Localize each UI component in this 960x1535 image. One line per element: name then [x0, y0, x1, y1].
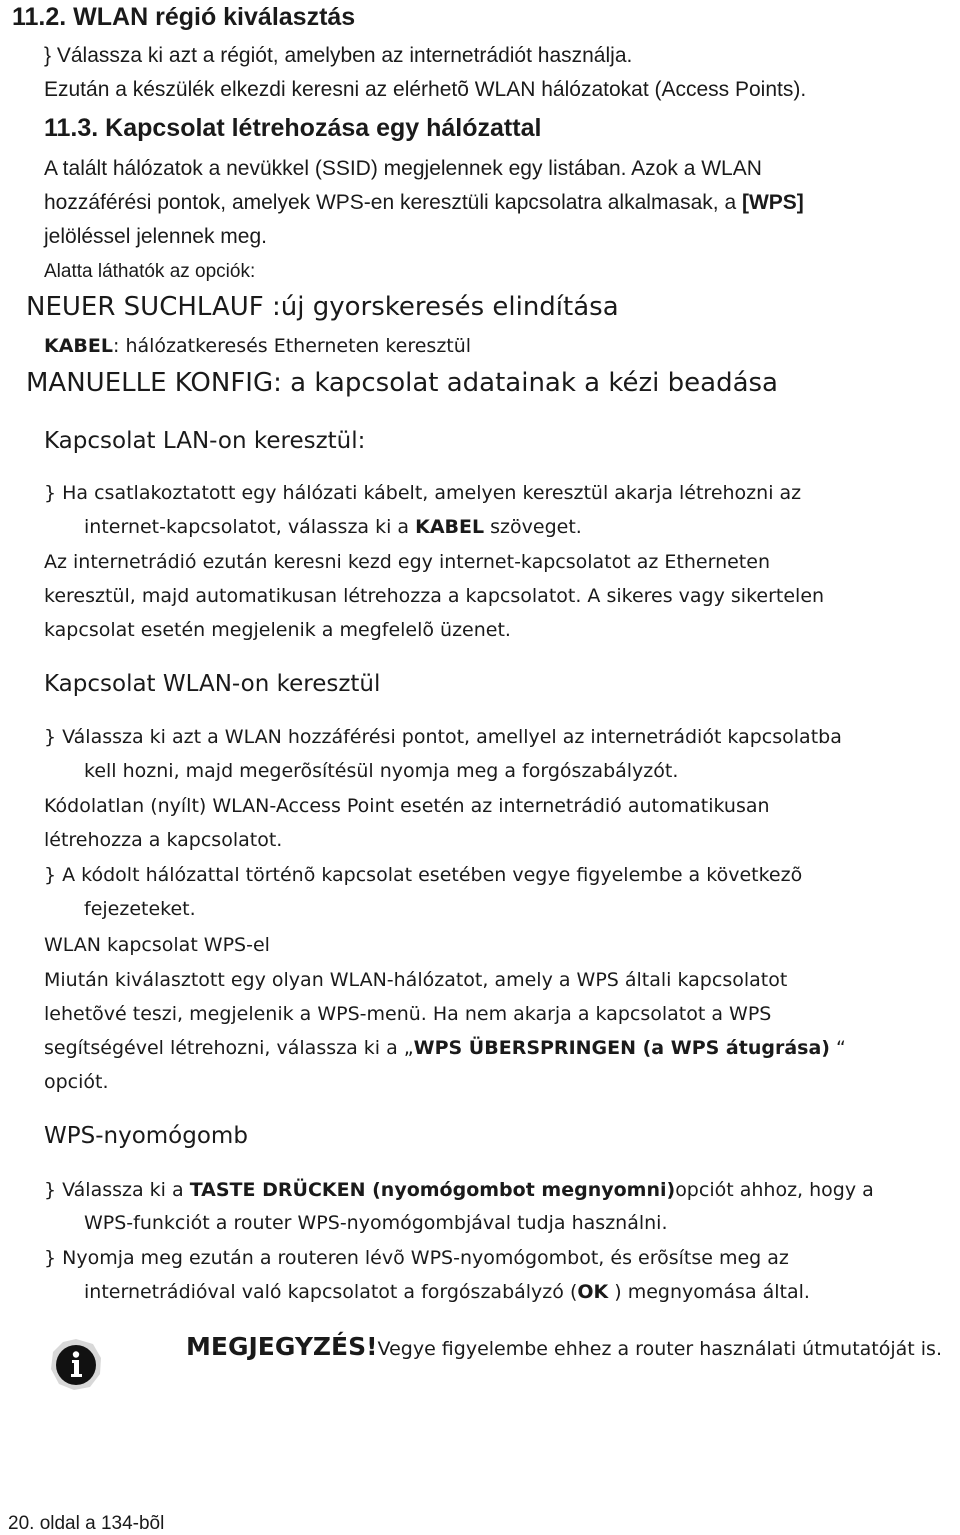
heading-wlan: Kapcsolat WLAN-on keresztül: [44, 671, 381, 697]
option-manuelle-konfig: [26, 370, 778, 396]
option-key: MANUELLE KONFIG: [26, 368, 274, 398]
text-run: hozzáférési pontok, amelyek WPS-en keresztüli kapcsolatra alkalmasak, a: [44, 191, 742, 214]
note-line: [186, 1334, 942, 1359]
section-title-11-3: 11.3. Kapcsolat létrehozása egy hálózattal: [44, 114, 542, 142]
paragraph-line: } Válassza ki azt a WLAN hozzáférési pontot, amellyel az internetrádiót kapcsolatba: [44, 726, 842, 748]
option-desc: : a kapcsolat adatainak a kézi beadása: [273, 368, 778, 398]
text-run: opciót ahhoz, hogy a: [675, 1179, 874, 1201]
info-icon: [48, 1336, 104, 1392]
paragraph-line: Ezután a készülék elkezdi keresni az elérhetõ WLAN hálózatokat (Access Points).: [44, 78, 807, 101]
option-desc: :új gyorskeresés elindítása: [263, 292, 619, 322]
paragraph-line: } Válassza ki azt a régiót, amelyben az internetrádiót használja.: [44, 44, 633, 67]
option-neuer-suchlauf: [26, 294, 619, 320]
paragraph-line: Kódolatlan (nyílt) WLAN-Access Point esetén az internetrádió automatikusan: [44, 795, 770, 817]
paragraph-line: [44, 1181, 874, 1200]
wps-skip-keyword: WPS ÜBERSPRINGEN (a WPS átugrása): [413, 1037, 830, 1059]
section-title-11-2: 11.2. WLAN régió kiválasztás: [12, 3, 356, 31]
paragraph-line: } Ha csatlakoztatott egy hálózati kábelt, amelyen keresztül akarja létrehozni az: [44, 482, 802, 504]
option-kabel: [44, 337, 471, 356]
paragraph-line: [84, 518, 582, 537]
heading-lan: Kapcsolat LAN-on keresztül:: [44, 428, 366, 454]
paragraph-line: kell hozni, majd megerõsítésül nyomja meg a forgószabályzót.: [84, 760, 679, 782]
paragraph-line: kapcsolat esetén megjelenik a megfelelõ üzenet.: [44, 619, 511, 641]
paragraph-line: } A kódolt hálózattal történõ kapcsolat esetében vegye figyelembe a következõ: [44, 864, 803, 886]
text-run: szöveget.: [484, 516, 582, 538]
paragraph-line: jelöléssel jelennek meg.: [44, 225, 267, 248]
paragraph-line: WLAN kapcsolat WPS-el: [44, 934, 270, 956]
paragraph-line: [84, 1283, 810, 1302]
paragraph-line: Miután kiválasztott egy olyan WLAN-hálózatot, amely a WPS általi kapcsolatot: [44, 969, 788, 991]
paragraph-line: keresztül, majd automatikusan létrehozza a kapcsolatot. A sikeres vagy sikertelen: [44, 585, 825, 607]
text-run: internet-kapcsolatot, válassza ki a: [84, 516, 416, 538]
paragraph-line: lehetõvé teszi, megjelenik a WPS-menü. Ha nem akarja a kapcsolatot a WPS: [44, 1003, 772, 1025]
option-key: KABEL: [44, 335, 113, 357]
note-text: Vegye figyelembe ehhez a router használati útmutatóját is.: [377, 1338, 942, 1360]
paragraph-line: A talált hálózatok a nevükkel (SSID) megjelennek egy listában. Azok a WLAN: [44, 157, 762, 180]
option-desc: : hálózatkeresés Etherneten keresztül: [113, 335, 472, 357]
note-label: MEGJEGYZÉS!: [186, 1332, 378, 1361]
text-run: } Válassza ki a: [44, 1179, 190, 1201]
paragraph-line: [44, 1039, 846, 1058]
text-run: segítségével létrehozni, válassza ki a „: [44, 1037, 414, 1059]
ok-keyword: OK: [577, 1281, 609, 1303]
text-run: ) megnyomása által.: [608, 1281, 810, 1303]
paragraph-line: [44, 192, 804, 213]
text-run: “: [829, 1037, 846, 1059]
paragraph-line: létrehozza a kapcsolatot.: [44, 829, 283, 851]
paragraph-line: } Nyomja meg ezután a routeren lévõ WPS-nyomógombot, és erõsítse meg az: [44, 1247, 789, 1269]
wps-marker: [WPS]: [741, 191, 804, 214]
paragraph-line: opciót.: [44, 1071, 109, 1093]
paragraph-line: Alatta láthatók az opciók:: [44, 261, 256, 282]
text-run: internetrádióval való kapcsolatot a forgószabályzó (: [84, 1281, 578, 1303]
paragraph-line: Az internetrádió ezután keresni kezd egy internet-kapcsolatot az Etherneten: [44, 551, 770, 573]
heading-wps: WPS-nyomógomb: [44, 1123, 248, 1149]
kabel-keyword: KABEL: [415, 516, 485, 538]
page-number: 20. oldal a 134-bõl: [8, 1513, 165, 1534]
option-key: NEUER SUCHLAUF: [26, 292, 264, 322]
paragraph-line: WPS-funkciót a router WPS-nyomógombjával tudja használni.: [84, 1212, 668, 1234]
taste-keyword: TASTE DRÜCKEN (nyomógombot megnyomni): [189, 1179, 676, 1201]
paragraph-line: fejezeteket.: [84, 898, 196, 920]
